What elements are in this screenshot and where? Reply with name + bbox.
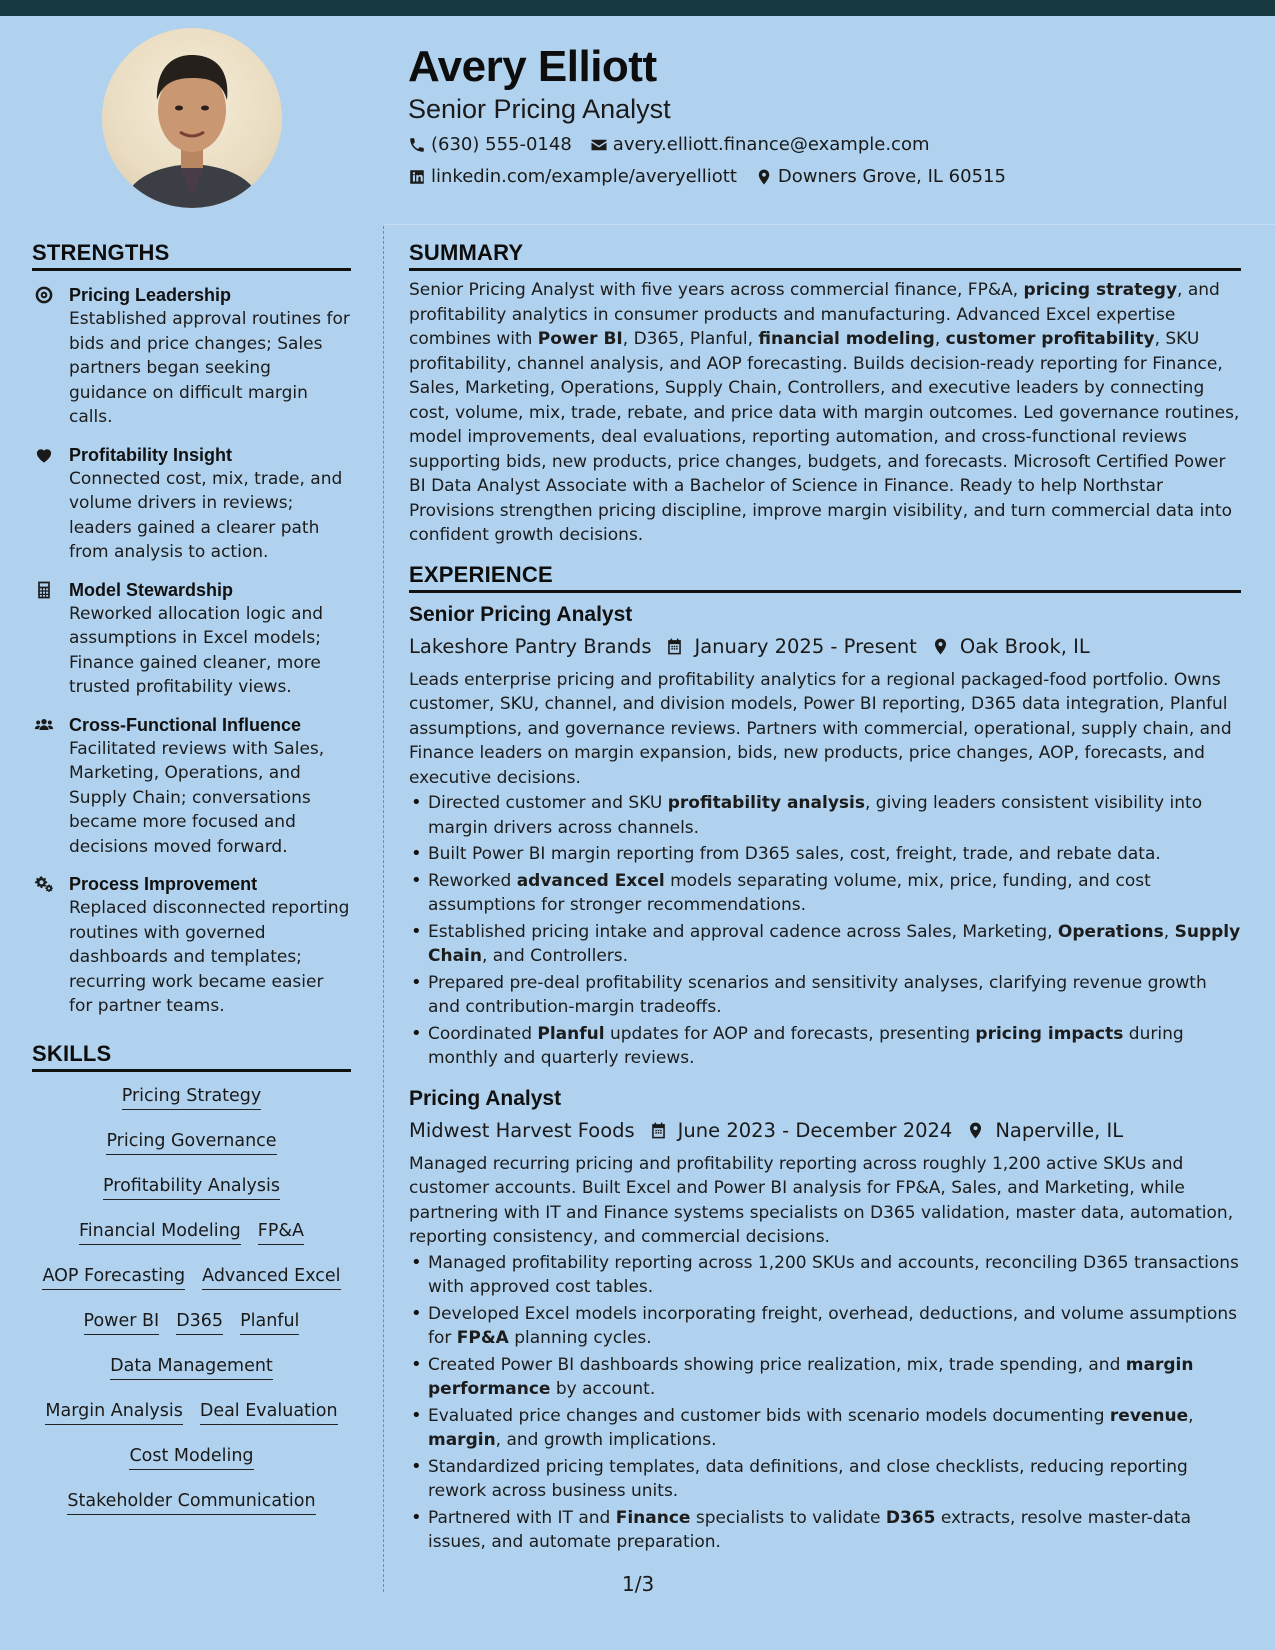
job-role: Senior Pricing Analyst: [409, 602, 633, 626]
strength-desc: Replaced disconnected reporting routines with governed dashboards and templates; recurring work became easier for partner teams.: [69, 898, 350, 1016]
strength-item: [32, 713, 351, 860]
bold-term: pricing strategy: [1023, 280, 1178, 300]
strength-item: [32, 578, 351, 700]
strength-desc: Connected cost, mix, trade, and volume drivers in reviews; leaders gained a clearer path from analysis to action.: [69, 468, 343, 562]
page-number: 1/3: [622, 1572, 655, 1596]
bold-term: advanced Excel: [516, 870, 665, 891]
skill-tag: Pricing Governance: [106, 1131, 276, 1155]
bold-term: profitability analysis: [667, 793, 865, 813]
job-bullet: • Coordinated Planful updates for AOP and forecasts, presenting pricing impacts during monthly and quarterly reviews.: [409, 1022, 1241, 1071]
bold-term: Supply Chain: [428, 921, 1241, 966]
skill-row: [106, 1131, 276, 1176]
top-bar: [0, 0, 1275, 16]
heart-icon: [34, 445, 54, 465]
email-contact[interactable]: [590, 134, 930, 155]
bold-term: Power BI: [537, 329, 623, 349]
skill-row: [67, 1491, 315, 1536]
job-location: Naperville, IL: [995, 1119, 1124, 1142]
contact-row-1: [408, 134, 929, 155]
job-dates: January 2025 - Present: [694, 635, 917, 658]
job-location: Oak Brook, IL: [959, 635, 1090, 658]
job-bullet: • Managed profitability reporting across 1,200 SKUs and accounts, reconciling D365 transactions with approved cost tables.: [409, 1251, 1241, 1300]
bold-term: pricing impacts: [975, 1023, 1124, 1044]
phone-contact[interactable]: [408, 134, 572, 155]
skill-row: [122, 1086, 262, 1131]
strength-desc: Established approval routines for bids and price changes; Sales partners began seeking guidance on difficult margin calls.: [69, 309, 350, 427]
job-dates: June 2023 - December 2024: [677, 1119, 953, 1142]
experience-heading: EXPERIENCE: [409, 562, 1241, 593]
job-entry: [409, 1085, 1241, 1555]
job-bullet: • Standardized pricing templates, data definitions, and close checklists, reducing reporting rework across business units.: [409, 1455, 1241, 1504]
job-description: Leads enterprise pricing and profitability analytics for a regional packaged-food portfolio. Owns customer, SKU, channel, and division models, Power BI reporting, D365 data integration, Planful assumptions, and governance reviews. Partners with commercial, operational, supply chain, and Finance leaders on margin expansion, bids, new products, price changes, AOP, forecasts, and executive decisions.: [409, 669, 1232, 788]
job-description: Managed recurring pricing and profitability reporting across roughly 1,200 active SKUs and customer accounts. Built Excel and Power BI analysis for FP&A, Sales, and Marketing, while partnering with IT and Finance systems specialists on D365 validation, master data, automation, reporting consistency, and commercial decisions.: [409, 1153, 1234, 1247]
skills-heading: SKILLS: [32, 1041, 351, 1072]
strengths-heading: STRENGTHS: [32, 240, 351, 271]
skill-row: [110, 1356, 273, 1401]
job-bullets: [409, 791, 1241, 1071]
strength-item: [32, 283, 351, 430]
linkedin-contact[interactable]: [408, 166, 737, 187]
bold-term: D365: [885, 1507, 936, 1528]
linkedin-icon: [408, 168, 426, 186]
strength-title: Profitability Insight: [69, 444, 233, 465]
profile-photo: [102, 28, 282, 208]
skill-tag: Pricing Strategy: [122, 1086, 262, 1110]
job-meta: [409, 632, 1241, 662]
job-meta: [409, 1116, 1241, 1146]
contact-row-2: [408, 166, 1006, 187]
skill-row: [129, 1446, 253, 1491]
skill-tag: Cost Modeling: [129, 1446, 253, 1470]
strength-desc: Facilitated reviews with Sales, Marketing, Operations, and Supply Chain; conversations became more focused and decisions moved forward.: [69, 738, 325, 857]
skill-tag: D365: [176, 1311, 223, 1335]
candidate-title: Senior Pricing Analyst: [408, 94, 671, 124]
job-company: Midwest Harvest Foods: [409, 1119, 635, 1142]
job-entry: [409, 601, 1241, 1071]
skill-tag: Deal Evaluation: [200, 1401, 338, 1425]
job-bullet: • Developed Excel models incorporating freight, overhead, deductions, and volume assumptions for FP&A planning cycles.: [409, 1302, 1241, 1351]
job-bullet: • Evaluated price changes and customer bids with scenario models documenting revenue, margin, and growth implications.: [409, 1404, 1241, 1453]
job-bullet: • Established pricing intake and approval cadence across Sales, Marketing, Operations, Supply Chain, and Controllers.: [409, 920, 1241, 969]
bold-term: FP&A: [456, 1328, 509, 1348]
job-bullet: • Built Power BI margin reporting from D365 sales, cost, freight, trade, and rebate data.: [409, 842, 1241, 867]
map-pin-icon: [755, 168, 773, 186]
strength-desc: Reworked allocation logic and assumptions in Excel models; Finance gained cleaner, more trusted profitability views.: [69, 603, 324, 697]
strength-title: Process Improvement: [69, 874, 258, 894]
skill-row: [42, 1266, 340, 1311]
skill-tag: AOP Forecasting: [42, 1266, 185, 1290]
calendar-icon: [665, 637, 684, 656]
skill-row: [79, 1221, 304, 1266]
strength-item: [32, 872, 351, 1019]
job-bullet: • Reworked advanced Excel models separating volume, mix, price, funding, and cost assumptions for stronger recommendations.: [409, 869, 1241, 918]
summary-heading: SUMMARY: [409, 240, 1241, 271]
gears-icon: [34, 874, 54, 894]
map-pin-icon: [966, 1121, 985, 1140]
calculator-icon: [34, 580, 54, 600]
left-column: [32, 240, 351, 1536]
skill-row: [45, 1401, 337, 1446]
skill-tag: Financial Modeling: [79, 1221, 241, 1245]
bold-term: Planful: [537, 1023, 605, 1044]
bold-term: margin performance: [428, 1354, 1194, 1399]
phone-icon: [408, 136, 426, 154]
bold-term: customer profitability: [945, 329, 1155, 349]
calendar-icon: [649, 1121, 668, 1140]
bold-term: Operations: [1057, 921, 1164, 942]
location-text: Downers Grove, IL 60515: [777, 166, 1006, 187]
skill-tag: Profitability Analysis: [103, 1176, 280, 1200]
skill-tag: FP&A: [258, 1221, 304, 1245]
candidate-name: Avery Elliott: [408, 42, 657, 91]
job-role: Pricing Analyst: [409, 1086, 562, 1110]
job-bullet: • Created Power BI dashboards showing price realization, mix, trade spending, and margin performance by account.: [409, 1353, 1241, 1402]
bold-term: Finance: [615, 1507, 691, 1528]
skill-tag: Margin Analysis: [45, 1401, 182, 1425]
strength-title: Cross-Functional Influence: [69, 714, 302, 735]
skill-row: [84, 1311, 300, 1356]
skill-tag: Advanced Excel: [202, 1266, 340, 1290]
skill-row: [103, 1176, 280, 1221]
strength-title: Pricing Leadership: [69, 285, 232, 305]
email-text: avery.elliott.finance@example.com: [612, 134, 930, 155]
target-icon: [34, 285, 54, 305]
summary-text: Senior Pricing Analyst with five years across commercial finance, FP&A, pricing strategy, and profitability analytics in consumer products and manufacturing. Advanced Excel expertise combines with Power BI, D365, Planful, financial modeling, customer profitability, SKU profitability, channel analysis, and AOP forecasting. Builds decision-ready reporting for Finance, Sales, Marketing, Operations, Supply Chain, Controllers, and executive leaders by connecting cost, volume, mix, trade, rebate, and price data with margin outcomes. Led governance routines, model improvements, deal evaluations, reporting automation, and cross-functional reviews supporting bids, new products, price changes, budgets, and forecasts. Microsoft Certified Power BI Data Analyst Associate with a Bachelor of Science in Finance. Ready to help Northstar Provisions strengthen pricing discipline, improve margin visibility, and turn commercial data into confident growth decisions.: [409, 280, 1240, 545]
bold-term: financial modeling: [758, 329, 935, 349]
skill-tag: Stakeholder Communication: [67, 1491, 315, 1515]
strength-item: [32, 443, 351, 565]
envelope-icon: [590, 136, 608, 154]
map-pin-icon: [931, 637, 950, 656]
strength-title: Model Stewardship: [69, 579, 234, 600]
phone-text: (630) 555-0148: [431, 134, 572, 155]
header-divider: [385, 224, 1275, 225]
job-bullet: • Prepared pre-deal profitability scenarios and sensitivity analyses, clarifying revenue growth and contribution-margin tradeoffs.: [409, 971, 1241, 1020]
right-column: [409, 240, 1241, 1557]
skill-tag: Power BI: [84, 1311, 160, 1335]
skill-tag: Planful: [240, 1311, 299, 1335]
bold-term: revenue: [1109, 1405, 1189, 1426]
job-bullet: • Directed customer and SKU profitability analysis, giving leaders consistent visibility into margin drivers across channels.: [409, 791, 1241, 840]
job-bullets: [409, 1251, 1241, 1555]
location-contact: [755, 166, 1006, 187]
skill-tag: Data Management: [110, 1356, 273, 1380]
job-company: Lakeshore Pantry Brands: [409, 635, 652, 658]
skills-list: [32, 1086, 351, 1536]
users-icon: [34, 715, 54, 735]
bold-term: margin: [428, 1430, 496, 1450]
job-bullet: • Partnered with IT and Finance specialists to validate D365 extracts, resolve master-data issues, and automate preparation.: [409, 1506, 1241, 1555]
strengths-list: [32, 283, 351, 1019]
column-divider: [383, 226, 384, 1592]
linkedin-text: linkedin.com/example/averyelliott: [431, 166, 737, 187]
